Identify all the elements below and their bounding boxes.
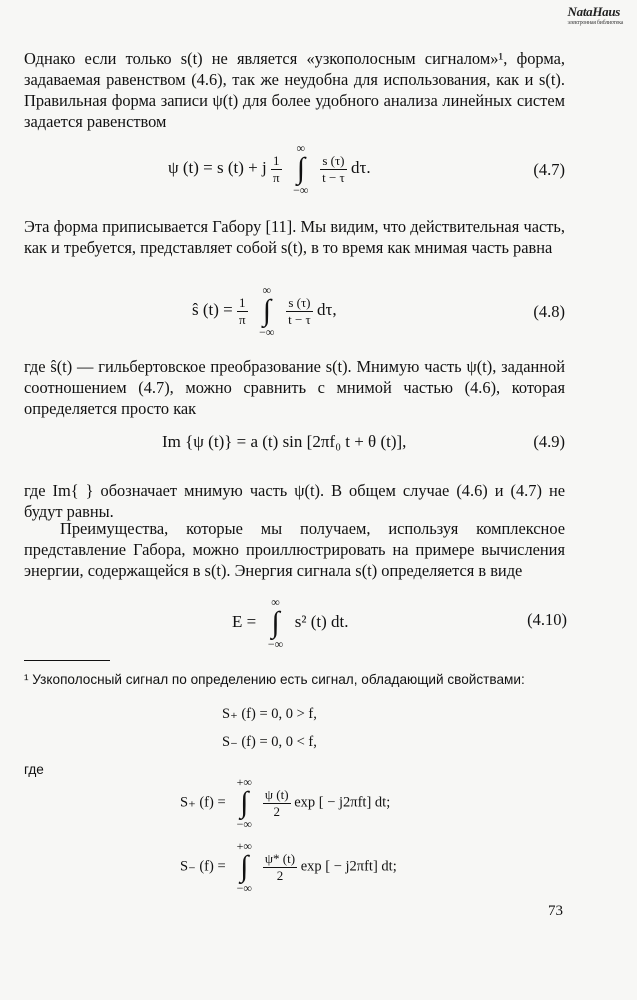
equation-4-7: ψ (t) = s (t) + j $\frac{1}{\pi}$ ∞ ∫ −∞ $\frac{s (\tau)}{t - \tau}$ dτ. (4.7) xyxy=(168,141,565,197)
paragraph-4: где Im{ } обозначает мнимую часть ψ(t). В общем случае (4.6) и (4.7) не будут равны. xyxy=(24,481,565,521)
equation-number: (4.7) xyxy=(533,160,565,179)
paragraph-5: Преимущества, которые мы получаем, используя комплексное представление Габора, можно проиллюстрировать на примере вычисления энергии, содержащейся в s(t). Энергия сигнала s(t) определяется в виде xyxy=(24,519,565,580)
watermark-logo: NataHaus электронная библиотека xyxy=(567,4,623,26)
equation-number: (4.8) xyxy=(533,302,565,321)
footnote-text: ¹ Узкополосный сигнал по определению есть сигнал, обладающий свойствами: xyxy=(24,672,525,687)
equation-4-8: ŝ (t) = $\frac{1}{\pi}$ ∞ ∫ −∞ $\frac{s (\tau)}{t - \tau}$ dτ, (4.8) xyxy=(192,283,565,339)
paragraph-3: где ŝ(t) — гильбертовское преобразование s(t). Мнимую часть ψ(t), заданной соотношением (4.7), можно сравнить с мнимой частью (4.6), которая определяется просто как xyxy=(24,357,565,418)
paragraph-1: Однако если только s(t) не является «узкополосным сигналом»¹, форма, задаваемая равенством (4.6), так же неудобна для использования, как и s(t). Правильная форма записи ψ(t) для более удобного анализа линейных систем задается равенством xyxy=(24,49,565,131)
equation-4-9: Im {ψ (t)} = a (t) sin [2πf₀ t + θ (t)], (4.9) xyxy=(162,432,565,451)
footnote-divider xyxy=(24,660,110,661)
equation-number: (4.10) xyxy=(527,610,567,629)
footnote-eq-line-1: S₊ (f) = 0, 0 > f, xyxy=(222,706,317,722)
footnote-splus-equation: S₊ (f) = +∞ ∫ −∞ $\frac{\psi (t)}{2}$ exp [ − j2πft] dt; xyxy=(180,775,391,831)
footnote-sminus-equation: S₋ (f) = +∞ ∫ −∞ $\frac{\psi* (t)}{2}$ exp [ − j2πft] dt; xyxy=(180,839,397,895)
footnote-where: где xyxy=(24,762,44,777)
equation-number: (4.9) xyxy=(533,432,565,451)
footnote-eq-line-2: S₋ (f) = 0, 0 < f, xyxy=(222,734,317,750)
equation-4-10: E = ∞ ∫ −∞ s² (t) dt. (4.10) xyxy=(232,595,567,651)
paragraph-2: Эта форма приписывается Габору [11]. Мы видим, что действительная часть, как и требуется, представляет собой s(t), в то время как мнимая часть равна xyxy=(24,217,565,257)
page-number: 73 xyxy=(548,903,563,919)
